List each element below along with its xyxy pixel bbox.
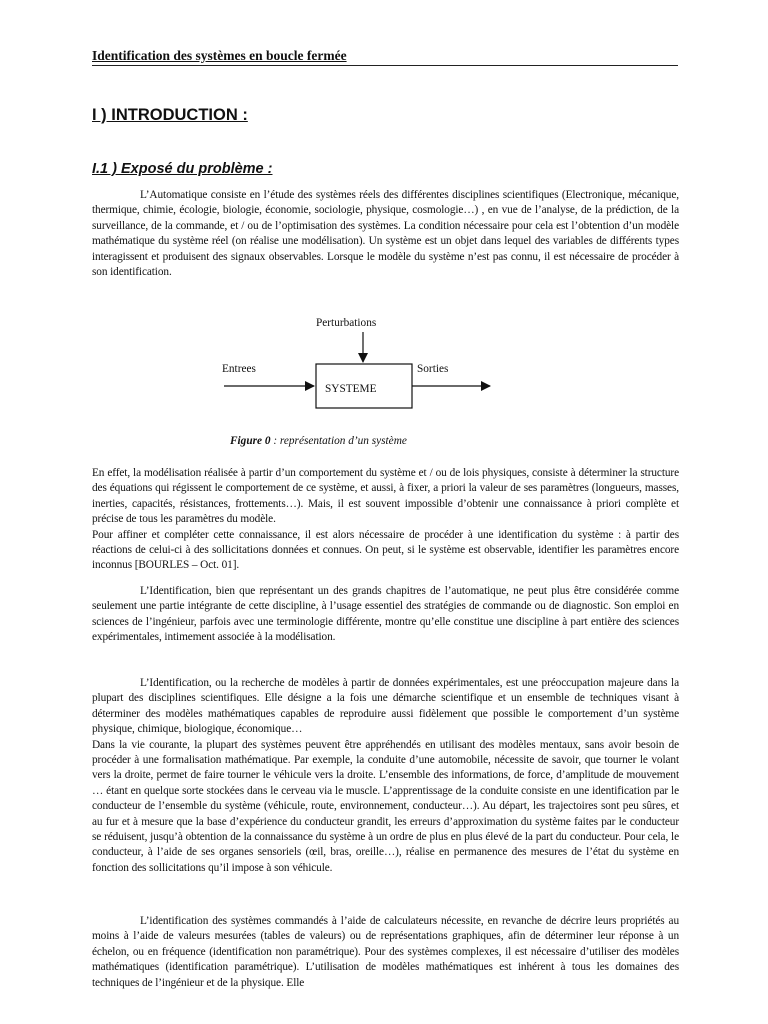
- paragraph-5: L’Identification, ou la recherche de modèles à partir de données expérimentales, est une préoccupation majeure dans la plupart des disciplines scientifiques. Elle désigne a la fois une démarche scientifique et un ensemble de techniques visant à déterminer des modèles mathématiques capables de reproduire aussi fidèlement que possible le comportement d’un système physique, chimique, biologique, économique…: [92, 677, 679, 736]
- paragraph-block-2: [92, 466, 679, 574]
- section-heading: I ) INTRODUCTION :: [92, 106, 248, 124]
- paragraph-intro: [92, 188, 679, 280]
- paragraph-block-5: [92, 914, 679, 991]
- running-header: Identification des systèmes en boucle fermée: [92, 47, 678, 66]
- paragraph-4: L’Identification, bien que représentant un des grands chapitres de l’automatique, ne peut plus être considérée comme seulement une partie intégrante de cette discipline, à l’usage essentiel des stratégies de commande ou de diagnostic. Son emploi en sciences de l’ingénieur, parfois avec une terminologie différente, montre qu’elle constitue une discipline à part entière des sciences expérimentales, intimement associée à la modélisation.: [92, 585, 679, 644]
- subsection-heading: I.1 ) Exposé du problème :: [92, 161, 273, 177]
- outputs-label: Sorties: [417, 363, 449, 375]
- inputs-label: Entrees: [222, 363, 256, 375]
- perturbations-label: Perturbations: [316, 317, 377, 329]
- paragraph-2: En effet, la modélisation réalisée à partir d’un comportement du système et / ou de lois physiques, consiste à déterminer la structure des équations qui régissent le comportement de ce système, et aussi, à fixer, a priori la valeur de ses paramètres (longueurs, masses, inerties, capacités, résistances, frottements…). Mais, il est souvent impossible d’obtenir une connaissance à priori complète et précise de tous les paramètres du modèle.: [92, 467, 679, 526]
- paragraph-1: L’Automatique consiste en l’étude des systèmes réels des différentes disciplines scientifiques (Electronique, mécanique, thermique, chimie, écologie, biologie, économie, sociologie, physique, cosmologie…) , en vue de l’analyse, de la prédiction, de la surveillance, de la commande, et / ou de l’optimisation des systèmes. La condition nécessaire pour cela est l’obtention d’un modèle mathématique du système réel (on réalise une modélisation). Un système est un objet dans lequel des variables de différents types interagissent et produisent des signaux observables. Lorsque le modèle du système n’est pas connu, il est nécessaire de procéder à son identification.: [92, 189, 679, 279]
- paragraph-7: L’identification des systèmes commandés à l’aide de calculateurs nécessite, en revanche de décrire leurs propriétés au moins à l’aide de valeurs mesurées (tables de valeurs) ou de représentations graphiques, afin de déterminer leur réponse à un échelon, ou en fréquence (identification non paramétrique). Pour des systèmes complexes, il est nécessaire d’utiliser des modèles mathématiques (identification paramétrique). L’utilisation de modèles mathématiques est inhérent à tous les domaines des techniques de l’ingénieur et de la physique. Elle: [92, 915, 679, 989]
- figure-caption: [230, 435, 407, 447]
- paragraph-6: Dans la vie courante, la plupart des systèmes peuvent être appréhendés en utilisant des modèles mentaux, sans avoir besoin de procéder à une formalisation mathématique. Par exemple, la conduite d’une automobile, nécessite de savoir, que tourner le volant vers la droite, permet de faire tourner le véhicule vers la droite. L’ensemble des informations, de force, d’amplitude de mouvement … étant en quelque sorte stockées dans le cerveau via le muscle. L’apprentissage de la conduite consiste en une identification par le conducteur de l’ensemble du système (véhicule, route, environnement, conducteur…). Au départ, les trajectoires sont peu sûres, et au fur et à mesure que la base d’expérience du conducteur grandit, les erreurs d’approximation du système faites par le conducteur se réduisent, jusqu’à obtention de la connaissance du système à un ordre de plus en plus élevé de la part du conducteur. Pour cela, le conducteur, à l’aide de ses organes sensoriels (œil, bras, oreille…), réalise en permanence des mesures de l’état du système en fonction des sollicitations qu’il impose à son véhicule.: [92, 738, 679, 874]
- paragraph-3: Pour affiner et compléter cette connaissance, il est alors nécessaire de procéder à une identification du système : à partir des réactions de celui-ci à des sollicitations données et connues. On peut, si le système est observable, identifier les paramètres encore inconnus [BOURLES – Oct. 01].: [92, 528, 679, 572]
- system-label: SYSTEME: [325, 383, 377, 395]
- paragraph-block-4: [92, 676, 679, 876]
- caption-label: Figure 0: [230, 435, 271, 447]
- paragraph-block-3: [92, 584, 679, 646]
- caption-text: : représentation d’un système: [270, 435, 407, 447]
